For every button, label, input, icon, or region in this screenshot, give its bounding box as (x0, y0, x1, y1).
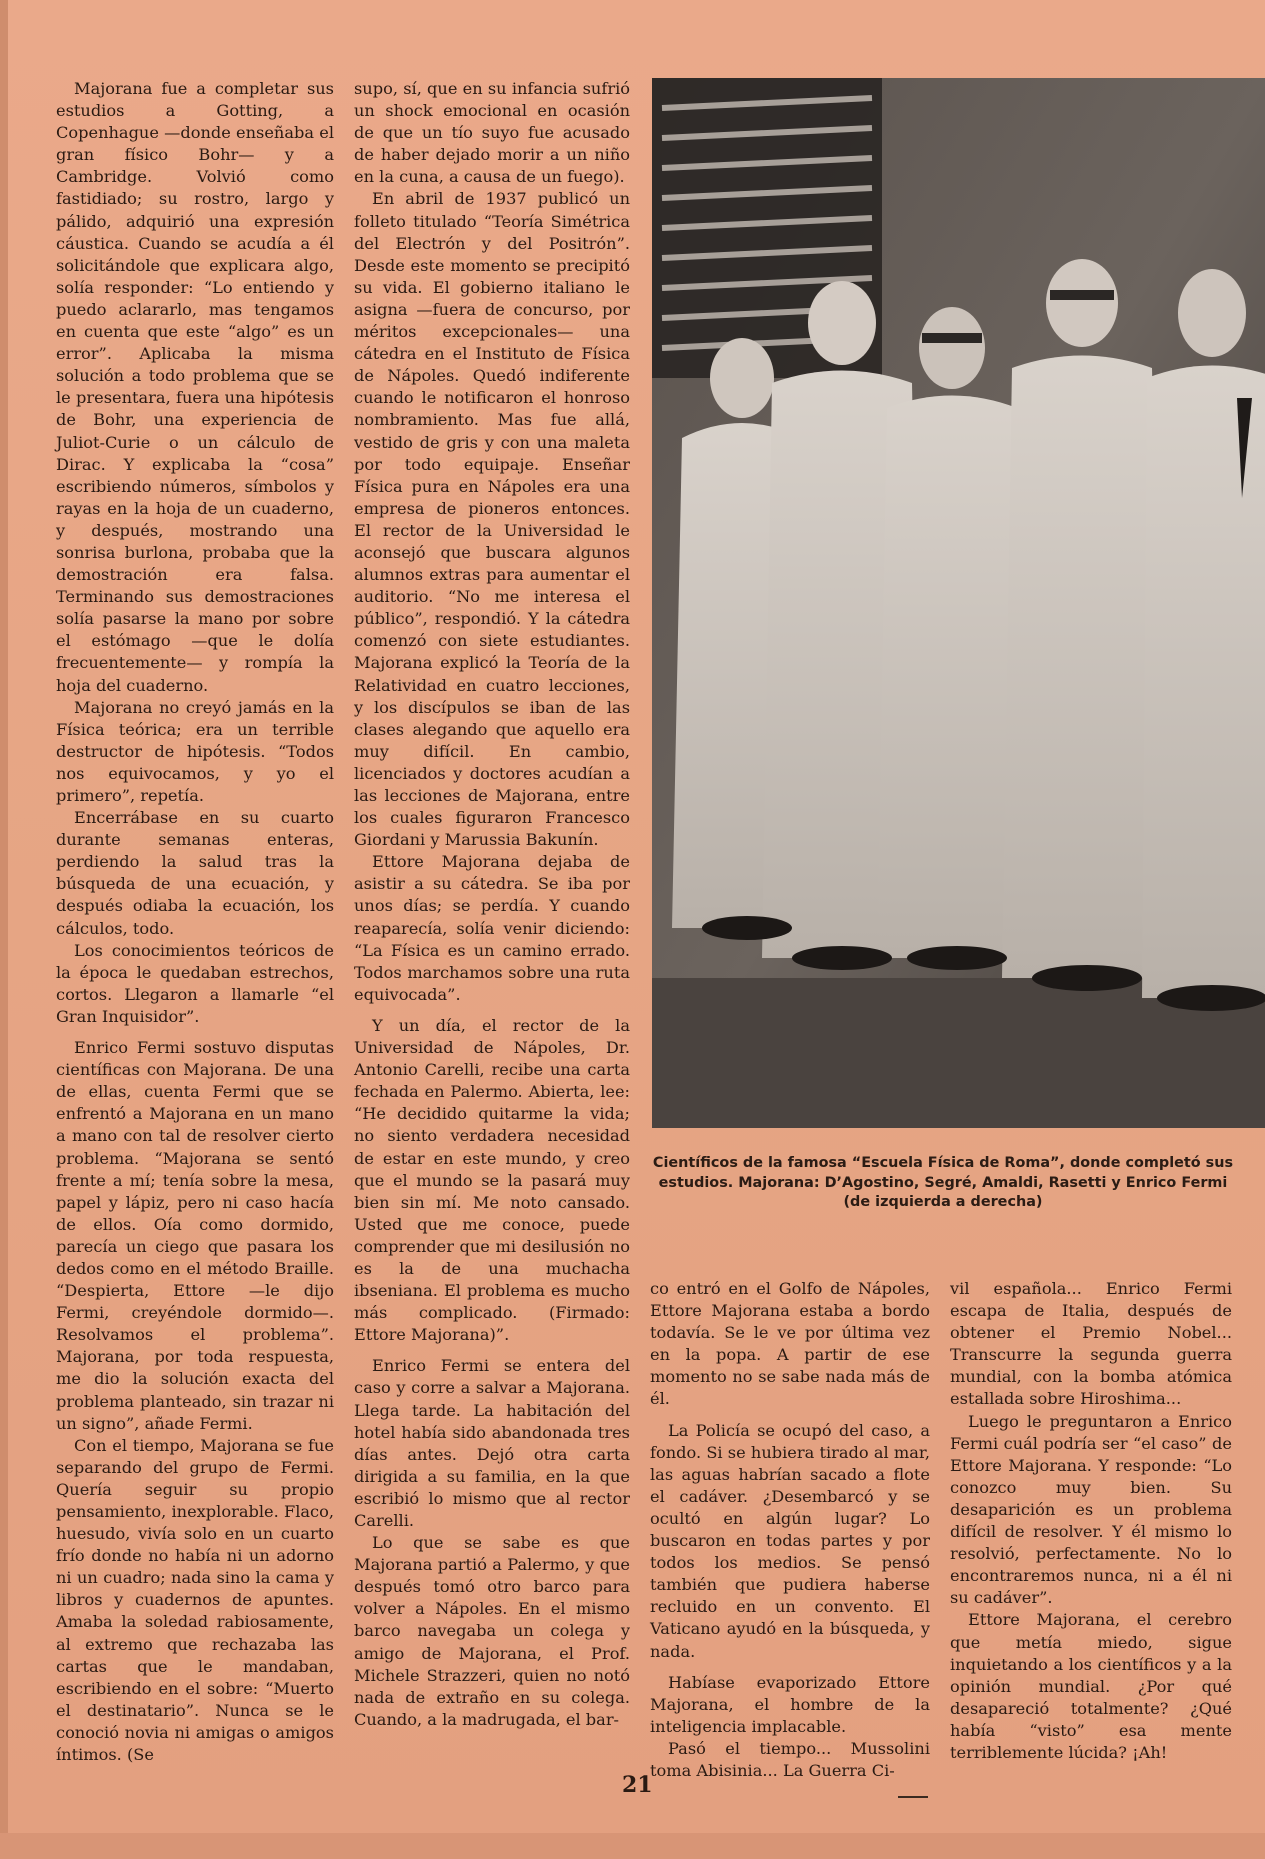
paragraph: Majorana fue a completar sus estudios a Gotting, a Copenhague —donde enseñaba el gran físico Bohr— y a Cambridge. Volvió como fastidiado; su rostro, largo y pálido, adquirió una expresión cáustica. Cuando se acudía a él solicitándole que explicara algo, solía responder: “Lo entiendo y puedo aclararlo, mas tengamos en cuenta que este “algo” es un error”. Aplicaba la misma solución a todo problema que se le presentara, fuera una hipótesis de Bohr, una experiencia de Juliot-Curie o un cálculo de Dirac. Y explicaba la “cosa” escribiendo números, símbolos y rayas en la hoja de un cuaderno, y después, mostrando una sonrisa burlona, probaba que la demostración era falsa. Terminando sus demostraciones solía pasarse la mano por sobre el estómago —que le dolía frecuentemente— y rompía la hoja del cuaderno. (56, 79, 334, 695)
article-column-2 (354, 78, 630, 1731)
paragraph: Enrico Fermi se entera del caso y corre a salvar a Majorana. Llega tarde. La habitación del hotel había sido abandonada tres días antes. Dejó otra carta dirigida a su familia, en la que escribió lo mismo que al rector Carelli. (354, 1356, 630, 1530)
article-column-3 (650, 1278, 930, 1782)
photo-caption: Científicos de la famosa “Escuela Física de Roma”, donde completó sus estudios. Majorana: D’Agostino, Segré, Amaldi, Rasetti y Enrico Fermi (de izquierda a derecha) (652, 1155, 1234, 1210)
figure-5 (1142, 269, 1265, 998)
paragraph: Enrico Fermi sostuvo disputas científicas con Majorana. De una de ellas, cuenta Fermi que se enfrentó a Majorana en un mano a mano con tal de resolver cierto problema. “Majorana se sentó frente a mí; tenía sobre la mesa, papel y lápiz, pero ni caso hacía de ellos. Oía como dormido, parecía un ciego que pasara los dedos como en el método Braille. “Despierta, Ettore —le dijo Fermi, creyéndole dormido—. Resolvamos el problema”. Majorana, por toda respuesta, me dio la solución exacta del problema planteado, sin trazar ni un signo”, añade Fermi. (56, 1038, 334, 1433)
group-photo (652, 78, 1265, 1128)
paragraph: Pasó el tiempo... Mussolini toma Abisinia... La Guerra Ci- (650, 1738, 930, 1780)
paragraph: supo, sí, que en su infancia sufrió un shock emocional en ocasión de que un tío suyo fue acusado de haber dejado morir a un niño en la cuna, a causa de un fuego). (354, 79, 630, 187)
paragraph: Y un día, el rector de la Universidad de Nápoles, Dr. Antonio Carelli, recibe una carta fechada en Palermo. Abierta, lee: “He decidido quitarme la vida; no siento verdadera necesidad de estar en este mundo, y creo que el mundo se la pasará muy bien sin mí. Me noto cansado. Usted que me conoce, puede comprender que mi desilusión no es la de una muchacha ibseniana. El problema es mucho más complicado. (Firmado: Ettore Majorana)”. (354, 1015, 630, 1345)
page-number: 21 (622, 1772, 653, 1798)
paragraph: co entró en el Golfo de Nápoles, Ettore Majorana estaba a bordo todavía. Se le ve por última vez en la popa. A partir de ese momento no se sabe nada más de él. (650, 1279, 930, 1409)
paragraph: La Policía se ocupó del caso, a fondo. Si se hubiera tirado al mar, las aguas habrían sacado a flote el cadáver. ¿Desembarcó y se ocultó en algún lugar? Lo buscaron en todas partes y por todos los medios. Se pensó también que pudiera haberse recluido en un convento. El Vaticano ayudó en la búsqueda, y nada. (650, 1420, 930, 1661)
paragraph: Habíase evaporizado Ettore Majorana, el hombre de la inteligencia implacable. (650, 1672, 930, 1736)
paragraph: Los conocimientos teóricos de la época le quedaban estrechos, cortos. Llegaron a llamarle “el Gran Inquisidor”. (56, 940, 334, 1026)
page-left-edge (0, 0, 8, 1859)
footer-rule (898, 1796, 928, 1798)
article-column-1 (56, 78, 334, 1766)
paragraph: Con el tiempo, Majorana se fue separando del grupo de Fermi. Quería seguir su propio pensamiento, inexplorable. Flaco, huesudo, vivía solo en un cuarto frío donde no había ni un adorno ni un cuadro; nada sino la cama y libros y cuadernos de apuntes. Amaba la soledad rabiosamente, al extremo que rechazaba las cartas que le mandaban, escribiendo en el sobre: “Muerto el destinatario”. Nunca se le conoció novia ni amigas o amigos íntimos. (Se (56, 1435, 334, 1765)
article-column-4 (950, 1278, 1232, 1764)
paragraph: Ettore Majorana dejaba de asistir a su cátedra. Se iba por unos días; se perdía. Y cuando reaparecía, solía venir diciendo: “La Física es un camino errado. Todos marchamos sobre una ruta equivocada”. (354, 852, 630, 1004)
photo-illustration (652, 78, 1265, 1128)
paragraph: En abril de 1937 publicó un folleto titulado “Teoría Simétrica del Electrón y del Positrón”. Desde este momento se precipitó su vida. El gobierno italiano le asigna —fuera de concurso, por méritos excepcionales— una cátedra en el Instituto de Física de Nápoles. Quedó indiferente cuando le notificaron el honroso nombramiento. Mas fue allá, vestido de gris y con una maleta por todo equipaje. Enseñar Física pura en Nápoles era una empresa de pioneros entonces. El rector de la Universidad le aconsejó que buscara algunos alumnos extras para aumentar el auditorio. “No me interesa el público”, respondió. Y la cátedra comenzó con siete estudiantes. Majorana explicó la Teoría de la Relatividad en cuatro lecciones, y los discípulos se iban de las clases alegando que aquello era muy difícil. En cambio, licenciados y doctores acudían a las lecciones de Majorana, entre los cuales figuraron Francesco Giordani y Marussia Bakunín. (354, 189, 630, 850)
paragraph: Majorana no creyó jamás en la Física teórica; era un terrible destructor de hipótesis. “Todos nos equivocamos, y yo el primero”, repetía. (56, 697, 334, 805)
paragraph: Encerrábase en su cuarto durante semanas enteras, perdiendo la salud tras la búsqueda de una ecuación, y después odiaba la ecuación, los cálculos, todo. (56, 808, 334, 938)
paragraph: Luego le preguntaron a Enrico Fermi cuál podría ser “el caso” de Ettore Majorana. Y responde: “Lo conozco muy bien. Su desaparición es un problema difícil de resolver. Y él mismo lo resolvió, perfectamente. No lo encontraremos nunca, ni a él ni su cadáver”. (950, 1411, 1232, 1608)
paragraph: Lo que se sabe es que Majorana partió a Palermo, y que después tomó otro barco para volver a Nápoles. En el mismo barco navegaba un colega y amigo de Majorana, el Prof. Michele Strazzeri, quien no notó nada de extraño en su colega. Cuando, a la madrugada, el bar- (354, 1533, 630, 1729)
figure-4 (1002, 259, 1167, 978)
paragraph: Ettore Majorana, el cerebro que metía miedo, sigue inquietando a los científicos y a la opinión mundial. ¿Por qué desapareció totalmente? ¿Qué había “visto” esa mente terriblemente lúcida? ¡Ah! (950, 1610, 1232, 1762)
page-bottom-edge (0, 1833, 1265, 1859)
paragraph: vil española... Enrico Fermi escapa de Italia, después de obtener el Premio Nobel... Transcurre la segunda guerra mundial, con la bomba atómica estallada sobre Hiroshima... (950, 1279, 1232, 1409)
